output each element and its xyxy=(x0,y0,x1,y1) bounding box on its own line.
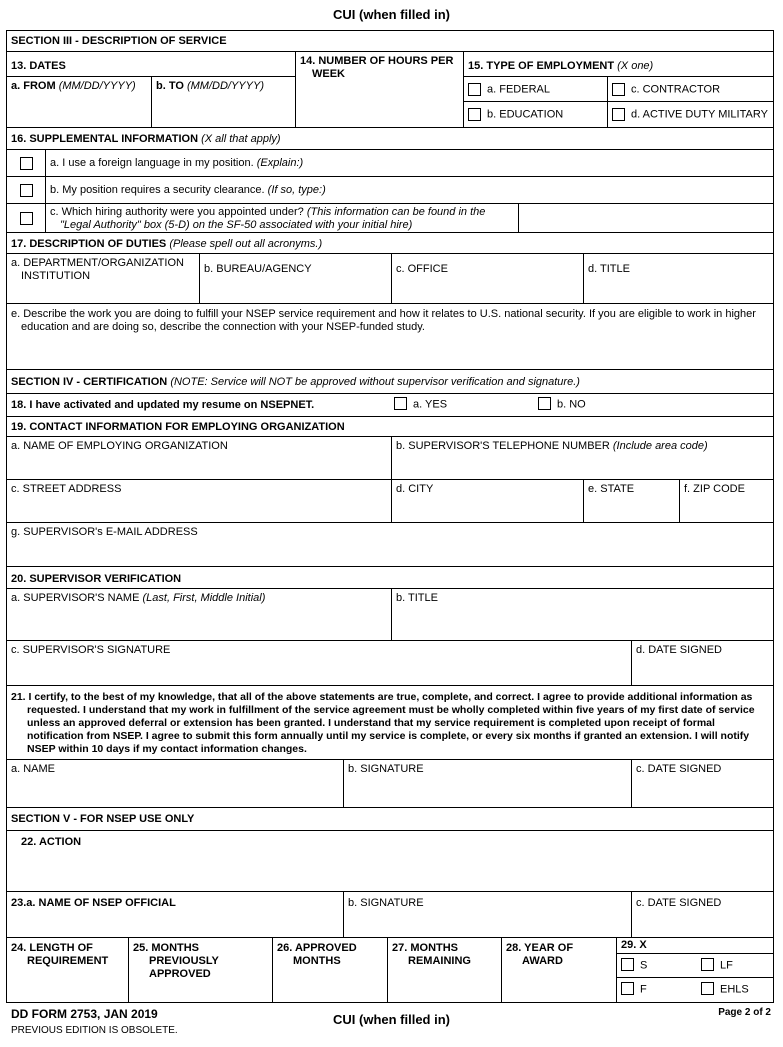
x-row-1 xyxy=(617,954,773,978)
office-field[interactable] xyxy=(392,254,584,304)
resume-no-option[interactable] xyxy=(538,398,586,411)
months-prev-field[interactable] xyxy=(129,938,273,1002)
hours-per-week-field[interactable] xyxy=(296,52,464,128)
employing-org-field[interactable] xyxy=(7,437,392,480)
employment-federal-option[interactable] xyxy=(464,77,608,102)
verification-header: 20. SUPERVISOR VERIFICATION xyxy=(7,567,773,589)
hours-label: 14. NUMBER OF HOURS PER WEEK xyxy=(300,55,454,80)
form-frame xyxy=(6,30,774,1003)
x-lf-option[interactable] xyxy=(701,959,733,972)
supp-c-answer-field[interactable] xyxy=(519,204,773,233)
x-ehls-label: EHLS xyxy=(720,983,749,996)
x-header: 29. X xyxy=(617,938,773,954)
cui-header: CUI (when filled in) xyxy=(333,7,450,22)
nsep-official-field[interactable] xyxy=(7,892,344,938)
state-label: e. STATE xyxy=(588,483,635,495)
supplemental-header xyxy=(7,128,773,150)
resume-yes-label: a. YES xyxy=(413,398,448,411)
length-requirement-field[interactable] xyxy=(7,938,129,1002)
x-row-2 xyxy=(617,978,773,1002)
nsep-official-label: 23.a. NAME OF NSEP OFFICIAL xyxy=(11,897,176,909)
certifier-date-field[interactable] xyxy=(632,760,773,808)
from-date-field[interactable] xyxy=(7,77,152,128)
street-address-field[interactable] xyxy=(7,480,392,523)
x-s-checkbox[interactable] xyxy=(621,958,634,971)
supp-c-text xyxy=(45,204,519,233)
x-f-label: F xyxy=(640,983,647,996)
action-field[interactable] xyxy=(7,831,773,892)
employment-education-option[interactable] xyxy=(464,102,608,128)
supp-b-label: b. My position requires a security clearance. xyxy=(50,184,265,196)
supp-c-checkbox[interactable] xyxy=(20,212,33,225)
months-prev-label: 25. MONTHS PREVIOUSLY APPROVED xyxy=(133,942,219,980)
resume-no-checkbox[interactable] xyxy=(538,397,551,410)
approved-months-label: 26. APPROVED MONTHS xyxy=(277,942,357,967)
certifier-name-field[interactable] xyxy=(7,760,344,808)
x-lf-checkbox[interactable] xyxy=(701,958,714,971)
bureau-label: b. BUREAU/AGENCY xyxy=(204,263,312,275)
supp-b-checkbox[interactable] xyxy=(20,184,33,197)
to-label: b. TO xyxy=(156,80,184,92)
nsep-date-field[interactable] xyxy=(632,892,773,938)
supp-b-note: (If so, type:) xyxy=(267,184,326,196)
employment-contractor-option[interactable] xyxy=(608,77,773,102)
duties-note: (Please spell out all acronyms.) xyxy=(169,238,323,250)
x-ehls-option[interactable] xyxy=(701,983,749,996)
duties-label: 17. DESCRIPTION OF DUTIES xyxy=(11,238,167,250)
form-number: DD FORM 2753, JAN 2019 xyxy=(11,1007,158,1021)
resume-yes-checkbox[interactable] xyxy=(394,397,407,410)
supp-c-note: (This information can be found in the "Legal Authority" box (5-D) on the SF-50 associated with your initial hire) xyxy=(60,206,486,231)
year-award-field[interactable] xyxy=(502,938,617,1002)
approved-months-field[interactable] xyxy=(273,938,388,1002)
supp-a-note: (Explain:) xyxy=(256,157,304,169)
employment-label: 15. TYPE OF EMPLOYMENT xyxy=(468,60,615,72)
supervisor-title-field[interactable] xyxy=(392,589,773,641)
education-checkbox[interactable] xyxy=(468,108,481,121)
department-label: a. DEPARTMENT/ORGANIZATION INSTITUTION xyxy=(11,257,184,282)
supp-a-text[interactable] xyxy=(45,150,773,177)
duties-description-label: e. Describe the work you are doing to fulfill your NSEP service requirement and how it relates to U.S. national security. If you are eligible to work in higher education and are doing so, describe the connection with your NSEP-funded study. xyxy=(11,308,756,333)
bureau-field[interactable] xyxy=(200,254,392,304)
section4-note: (NOTE: Service will NOT be approved without supervisor verification and signature.) xyxy=(170,376,580,388)
education-label: b. EDUCATION xyxy=(487,108,564,121)
supp-b-checkbox-cell[interactable] xyxy=(7,177,45,204)
action-label: 22. ACTION xyxy=(21,836,82,848)
employing-org-label: a. NAME OF EMPLOYING ORGANIZATION xyxy=(11,440,228,452)
supp-a-checkbox[interactable] xyxy=(20,157,33,170)
supervisor-date-label: d. DATE SIGNED xyxy=(636,644,722,656)
city-field[interactable] xyxy=(392,480,584,523)
certifier-signature-field[interactable] xyxy=(344,760,632,808)
supervisor-phone-field[interactable] xyxy=(392,437,773,480)
federal-checkbox[interactable] xyxy=(468,83,481,96)
duties-description-field[interactable] xyxy=(7,304,773,370)
employment-type-header xyxy=(464,52,773,77)
dates-label: 13. DATES xyxy=(7,52,296,77)
length-requirement-label: 24. LENGTH OF REQUIREMENT xyxy=(11,942,109,967)
supp-b-text[interactable] xyxy=(45,177,773,204)
months-remaining-label: 27. MONTHS REMAINING xyxy=(392,942,471,967)
resume-row xyxy=(7,394,773,417)
military-label: d. ACTIVE DUTY MILITARY xyxy=(631,108,768,121)
supervisor-signature-field[interactable] xyxy=(7,641,632,686)
page-number: Page 2 of 2 xyxy=(718,1007,771,1018)
year-award-label: 28. YEAR OF AWARD xyxy=(506,942,574,967)
contact-header: 19. CONTACT INFORMATION FOR EMPLOYING ORGANIZATION xyxy=(7,417,773,437)
federal-label: a. FEDERAL xyxy=(487,83,550,96)
office-label: c. OFFICE xyxy=(396,263,448,275)
supervisor-name-note: (Last, First, Middle Initial) xyxy=(142,592,266,604)
employment-note: (X one) xyxy=(617,60,654,72)
supervisor-email-label: g. SUPERVISOR's E-MAIL ADDRESS xyxy=(11,526,198,538)
to-format: (MM/DD/YYYY) xyxy=(186,80,264,92)
x-f-option[interactable] xyxy=(621,983,647,996)
certifier-name-label: a. NAME xyxy=(11,763,56,775)
supp-a-checkbox-cell[interactable] xyxy=(7,150,45,177)
employment-military-option[interactable] xyxy=(608,102,773,128)
duties-header xyxy=(7,233,773,254)
x-lf-label: LF xyxy=(720,959,733,972)
x-s-option[interactable] xyxy=(621,959,647,972)
city-label: d. CITY xyxy=(396,483,434,495)
supervisor-name-label: a. SUPERVISOR'S NAME xyxy=(11,592,140,604)
obsolete-notice: PREVIOUS EDITION IS OBSOLETE. xyxy=(11,1025,178,1036)
street-address-label: c. STREET ADDRESS xyxy=(11,483,122,495)
military-checkbox[interactable] xyxy=(612,108,625,121)
supervisor-title-label: b. TITLE xyxy=(396,592,438,604)
supervisor-phone-label: b. SUPERVISOR'S TELEPHONE NUMBER xyxy=(396,440,610,452)
from-label: a. FROM xyxy=(11,80,56,92)
nsep-date-label: c. DATE SIGNED xyxy=(636,897,722,909)
resume-yes-option[interactable] xyxy=(394,398,447,411)
certifier-date-label: c. DATE SIGNED xyxy=(636,763,722,775)
certifier-signature-label: b. SIGNATURE xyxy=(348,763,424,775)
zip-field[interactable] xyxy=(680,480,773,523)
certification-statement: 21. I certify, to the best of my knowledge, that all of the above statements are true, complete, and correct. I agree to provide additional information as requested. I understand that my work in fulfillment of the service agreement must be wholly completed within five years of my first date of service unless an approved deferral or extension has been granted. I understand that my service requirement is completed upon receipt of formal notification from NSEP. I agree to submit this form annually until my service is complete, or every six months if granted an extension. I will notify NSEP within 10 days if my contact information changes. xyxy=(7,686,773,760)
state-field[interactable] xyxy=(584,480,680,523)
contractor-label: c. CONTRACTOR xyxy=(631,83,721,96)
supervisor-email-field[interactable] xyxy=(7,523,773,567)
resume-label: 18. I have activated and updated my resume on NSEPNET. xyxy=(11,399,315,411)
section3-title: SECTION III - DESCRIPTION OF SERVICE xyxy=(7,31,773,52)
section5-title: SECTION V - FOR NSEP USE ONLY xyxy=(7,808,773,831)
months-remaining-field[interactable] xyxy=(388,938,502,1002)
supervisor-name-field[interactable] xyxy=(7,589,392,641)
to-date-field[interactable] xyxy=(152,77,296,128)
resume-no-label: b. NO xyxy=(557,398,586,411)
supp-c-label: c. Which hiring authority were you appointed under? xyxy=(50,206,304,218)
section4-title xyxy=(7,370,773,394)
supplemental-note: (X all that apply) xyxy=(201,133,281,145)
x-s-label: S xyxy=(640,959,648,972)
x-f-checkbox[interactable] xyxy=(621,982,634,995)
section4-label: SECTION IV - CERTIFICATION xyxy=(11,376,168,388)
from-format: (MM/DD/YYYY) xyxy=(58,80,136,92)
supp-c-checkbox-cell[interactable] xyxy=(7,204,45,233)
nsep-signature-label: b. SIGNATURE xyxy=(348,897,424,909)
nsep-signature-field[interactable] xyxy=(344,892,632,938)
supervisor-signature-label: c. SUPERVISOR'S SIGNATURE xyxy=(11,644,171,656)
zip-label: f. ZIP CODE xyxy=(684,483,745,495)
department-field[interactable] xyxy=(7,254,200,304)
contractor-checkbox[interactable] xyxy=(612,83,625,96)
cui-footer: CUI (when filled in) xyxy=(333,1012,450,1027)
x-ehls-checkbox[interactable] xyxy=(701,982,714,995)
supp-a-label: a. I use a foreign language in my position. xyxy=(50,157,254,169)
title-field[interactable] xyxy=(584,254,773,304)
title-label: d. TITLE xyxy=(588,263,630,275)
supplemental-label: 16. SUPPLEMENTAL INFORMATION xyxy=(11,133,199,145)
supervisor-date-field[interactable] xyxy=(632,641,773,686)
supervisor-phone-note: (Include area code) xyxy=(612,440,708,452)
